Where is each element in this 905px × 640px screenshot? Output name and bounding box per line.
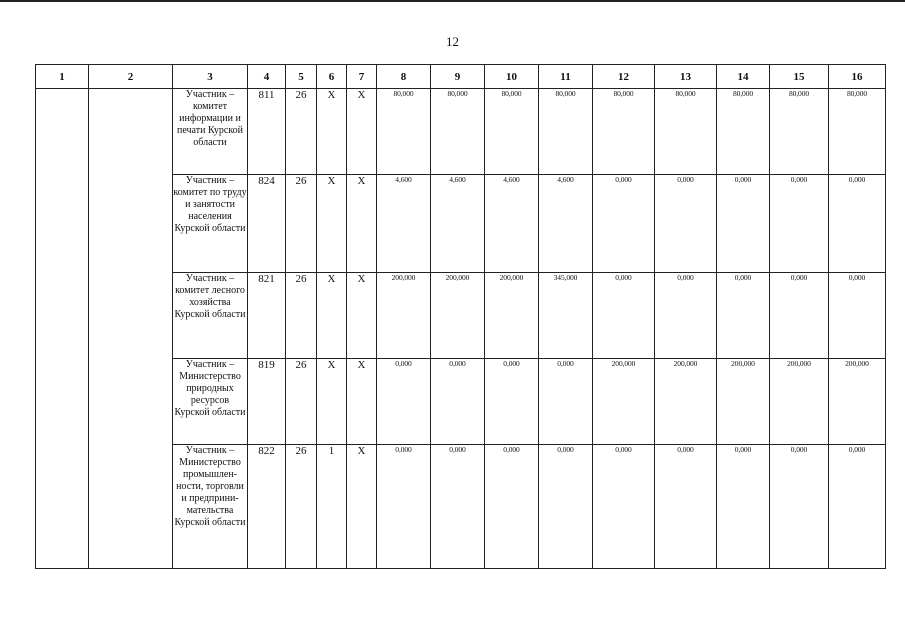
participant-cell: Участник – комитет лесного хозяйства Курской области: [173, 273, 248, 359]
code-cell: Х: [317, 89, 347, 175]
amount-cell: 80,000: [485, 89, 539, 175]
column-header: 5: [286, 65, 317, 89]
code-cell: Х: [347, 175, 377, 273]
column-header: 4: [248, 65, 286, 89]
amount-cell: 4,600: [485, 175, 539, 273]
code-cell: Х: [347, 89, 377, 175]
column-header: 11: [539, 65, 593, 89]
column-header: 16: [829, 65, 886, 89]
amount-cell: 0,000: [655, 445, 717, 569]
code-cell: Х: [317, 273, 347, 359]
column-header: 3: [173, 65, 248, 89]
amount-cell: 80,000: [431, 89, 485, 175]
code-cell: 26: [286, 445, 317, 569]
amount-cell: 0,000: [770, 175, 829, 273]
column-header: 14: [717, 65, 770, 89]
amount-cell: 200,000: [655, 359, 717, 445]
code-cell: Х: [347, 445, 377, 569]
empty-column-1-cell: [36, 89, 89, 569]
code-cell: 819: [248, 359, 286, 445]
code-cell: Х: [347, 273, 377, 359]
amount-cell: 0,000: [593, 445, 655, 569]
code-cell: 824: [248, 175, 286, 273]
amount-cell: 200,000: [377, 273, 431, 359]
amount-cell: 200,000: [770, 359, 829, 445]
amount-cell: 200,000: [593, 359, 655, 445]
participant-cell: Участник – Министерство промышлен-ности, торговли и предприни-мательства Курской области: [173, 445, 248, 569]
code-cell: 811: [248, 89, 286, 175]
amount-cell: 0,000: [829, 175, 886, 273]
amount-cell: 4,600: [377, 175, 431, 273]
amount-cell: 80,000: [539, 89, 593, 175]
top-border-line: [0, 0, 905, 2]
amount-cell: 0,000: [485, 359, 539, 445]
code-cell: Х: [317, 175, 347, 273]
amount-cell: 200,000: [485, 273, 539, 359]
amount-cell: 80,000: [770, 89, 829, 175]
amount-cell: 345,000: [539, 273, 593, 359]
participant-cell: Участник – Министерство природных ресурсов Курской области: [173, 359, 248, 445]
amount-cell: 80,000: [655, 89, 717, 175]
code-cell: Х: [317, 359, 347, 445]
amount-cell: 0,000: [377, 445, 431, 569]
amount-cell: 0,000: [717, 445, 770, 569]
amount-cell: 0,000: [770, 445, 829, 569]
amount-cell: 0,000: [717, 273, 770, 359]
code-cell: 821: [248, 273, 286, 359]
code-cell: 26: [286, 89, 317, 175]
amount-cell: 0,000: [485, 445, 539, 569]
column-header: 6: [317, 65, 347, 89]
amount-cell: 80,000: [829, 89, 886, 175]
column-header: 1: [36, 65, 89, 89]
column-header: 10: [485, 65, 539, 89]
amount-cell: 0,000: [717, 175, 770, 273]
amount-cell: 0,000: [593, 273, 655, 359]
table-row: [36, 89, 886, 175]
amount-cell: 80,000: [717, 89, 770, 175]
column-header: 12: [593, 65, 655, 89]
amount-cell: 0,000: [770, 273, 829, 359]
amount-cell: 0,000: [539, 445, 593, 569]
amount-cell: 0,000: [377, 359, 431, 445]
column-header: 8: [377, 65, 431, 89]
amount-cell: 4,600: [431, 175, 485, 273]
page-number: 12: [446, 34, 459, 49]
amount-cell: 200,000: [829, 359, 886, 445]
participant-cell: Участник – комитет информации и печати Курской области: [173, 89, 248, 175]
amount-cell: 80,000: [593, 89, 655, 175]
amount-cell: 0,000: [431, 359, 485, 445]
code-cell: 26: [286, 175, 317, 273]
amount-cell: 0,000: [593, 175, 655, 273]
code-cell: Х: [347, 359, 377, 445]
column-header: 15: [770, 65, 829, 89]
code-cell: 1: [317, 445, 347, 569]
amount-cell: 0,000: [655, 175, 717, 273]
amount-cell: 4,600: [539, 175, 593, 273]
column-header: 7: [347, 65, 377, 89]
column-header: 2: [89, 65, 173, 89]
empty-column-2-cell: [89, 89, 173, 569]
participant-cell: Участник – комитет по труду и занятости населения Курской области: [173, 175, 248, 273]
column-number-row: [36, 65, 886, 89]
amount-cell: 0,000: [539, 359, 593, 445]
amount-cell: 0,000: [829, 445, 886, 569]
amount-cell: 0,000: [655, 273, 717, 359]
amount-cell: 200,000: [717, 359, 770, 445]
column-header: 9: [431, 65, 485, 89]
column-header: 13: [655, 65, 717, 89]
code-cell: 26: [286, 273, 317, 359]
code-cell: 822: [248, 445, 286, 569]
budget-table: [35, 64, 886, 569]
amount-cell: 0,000: [829, 273, 886, 359]
amount-cell: 0,000: [431, 445, 485, 569]
code-cell: 26: [286, 359, 317, 445]
amount-cell: 80,000: [377, 89, 431, 175]
amount-cell: 200,000: [431, 273, 485, 359]
